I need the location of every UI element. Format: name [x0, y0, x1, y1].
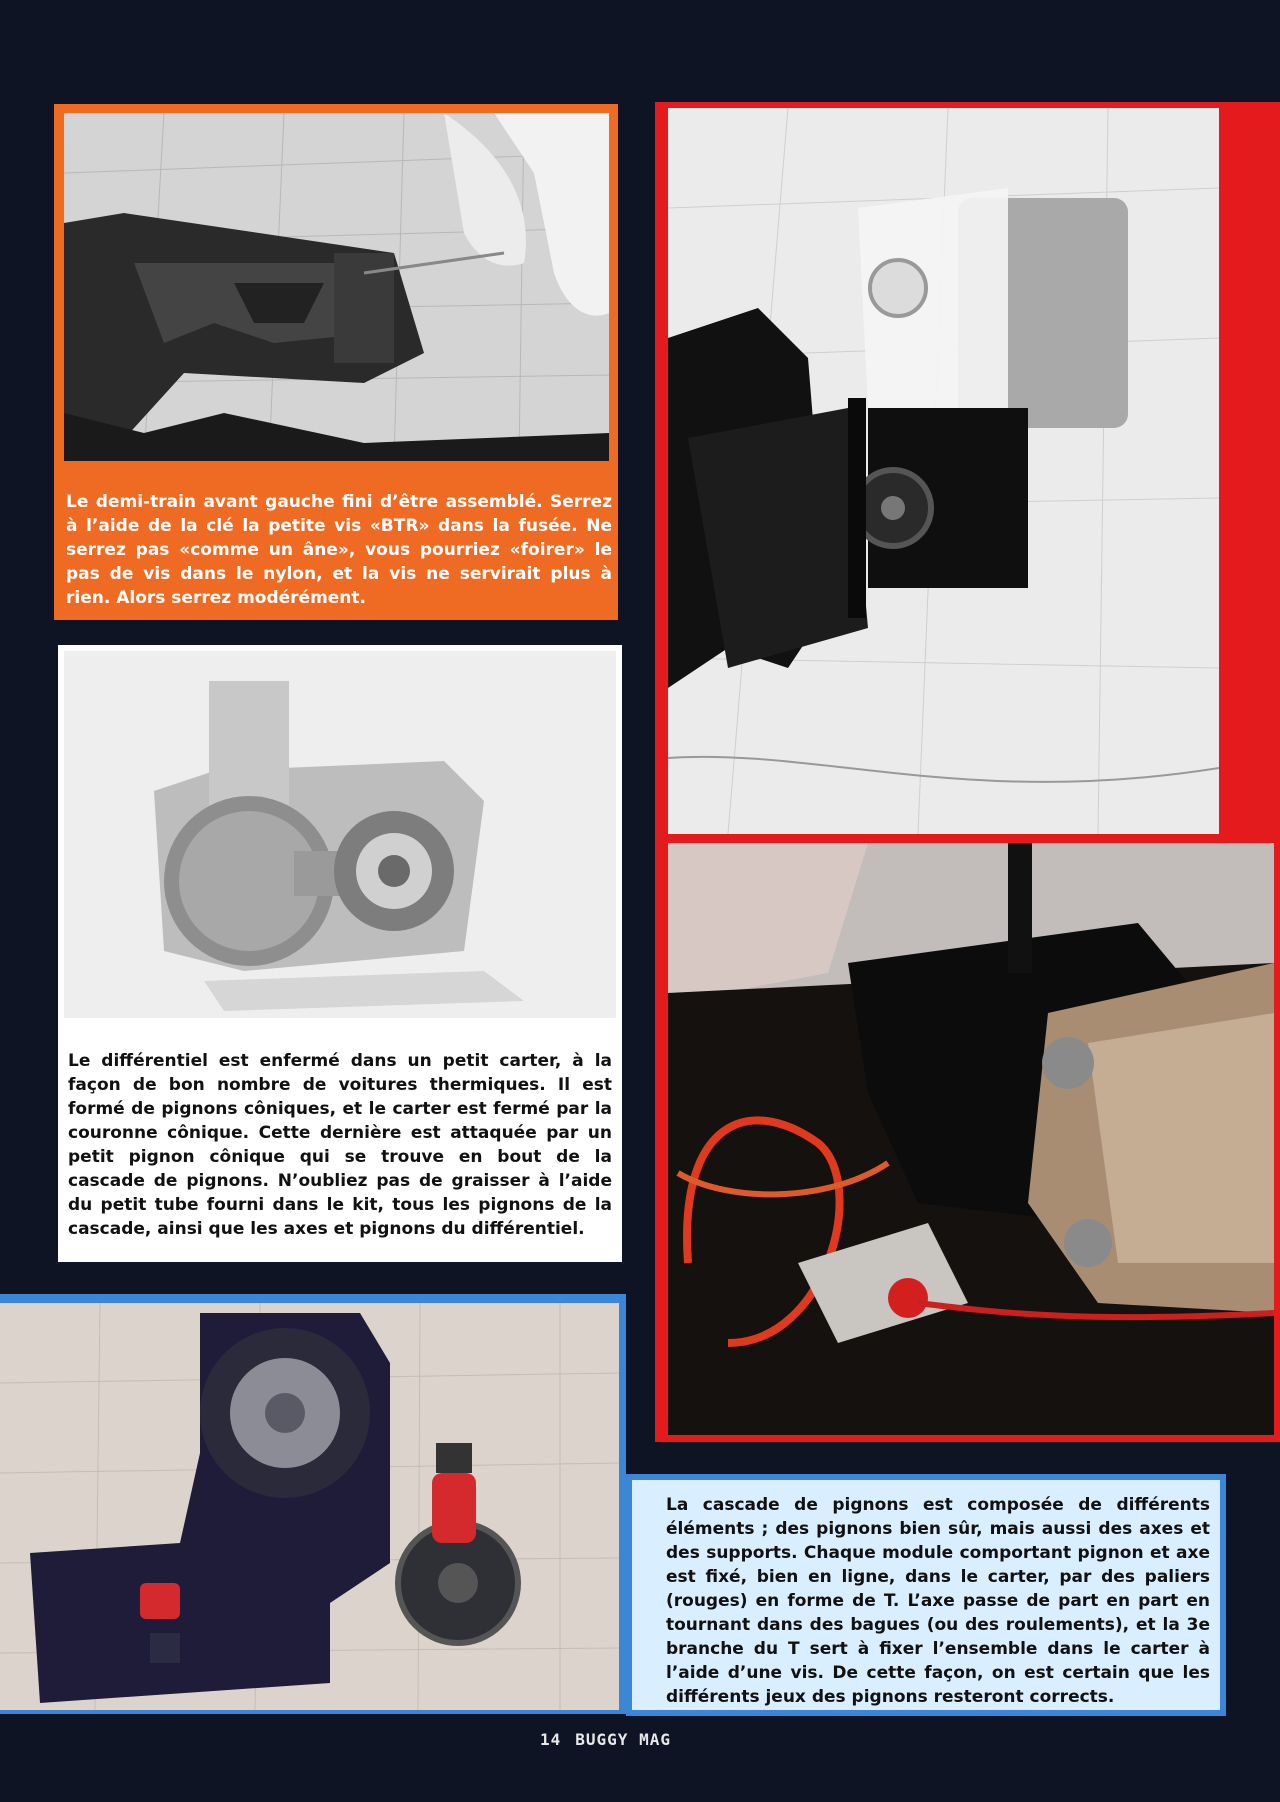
- differential-caption: [68, 1049, 612, 1241]
- front-half-train-caption-text: Le demi-train avant gauche fini d’être assemblé. Serrez à l’aide de la clé la petite vis «BTR» dans la fusée. Ne serrez pas «comme un âne», vous pourriez «foirer» le pas de vis dans le nylon, et la vis ne servirait plus à rien. Alors serrez modérément.: [66, 492, 612, 608]
- differential-caption-text: Le différentiel est enfermé dans un petit carter, à la façon de bon nombre de voitures thermiques. Il est formé de pignons côniques, et le carter est fermé par la couronne cônique. Cette dernière est attaquée par un petit pignon cônique qui se trouve en bout de la cascade de pignons. N’oubliez pas de graisser à l’aide du petit tube fourni dans le kit, tous les pignons de la cascade, ainsi que les axes et pignons du différentiel.: [68, 1051, 612, 1239]
- gear-cascade-caption: [666, 1493, 1210, 1709]
- front-half-train-photo: [64, 113, 609, 461]
- differential-photo: [64, 651, 616, 1018]
- motor-gearbox-photo: [668, 108, 1219, 834]
- page-number: 14: [540, 1730, 562, 1749]
- motor-closeup-photo: [668, 843, 1274, 1435]
- page-footer: [540, 1730, 780, 1749]
- gear-cascade-photo: [0, 1303, 619, 1710]
- magazine-name: BUGGY MAG: [575, 1730, 671, 1749]
- front-half-train-caption: [66, 490, 612, 610]
- gear-cascade-caption-text: La cascade de pignons est composée de différents éléments ; des pignons bien sûr, mais aussi des axes et des supports. Chaque module comportant pignon et axe est fixé, bien en ligne, dans le carter, par des paliers (rouges) en forme de T. L’axe passe de part en part en tournant dans des bagues (ou des roulements), et la 3e branche du T sert à fixer l’ensemble dans le carter à l’aide d’une vis. De cette façon, on est certain que les différents jeux des pignons resteront corrects.: [666, 1495, 1210, 1707]
